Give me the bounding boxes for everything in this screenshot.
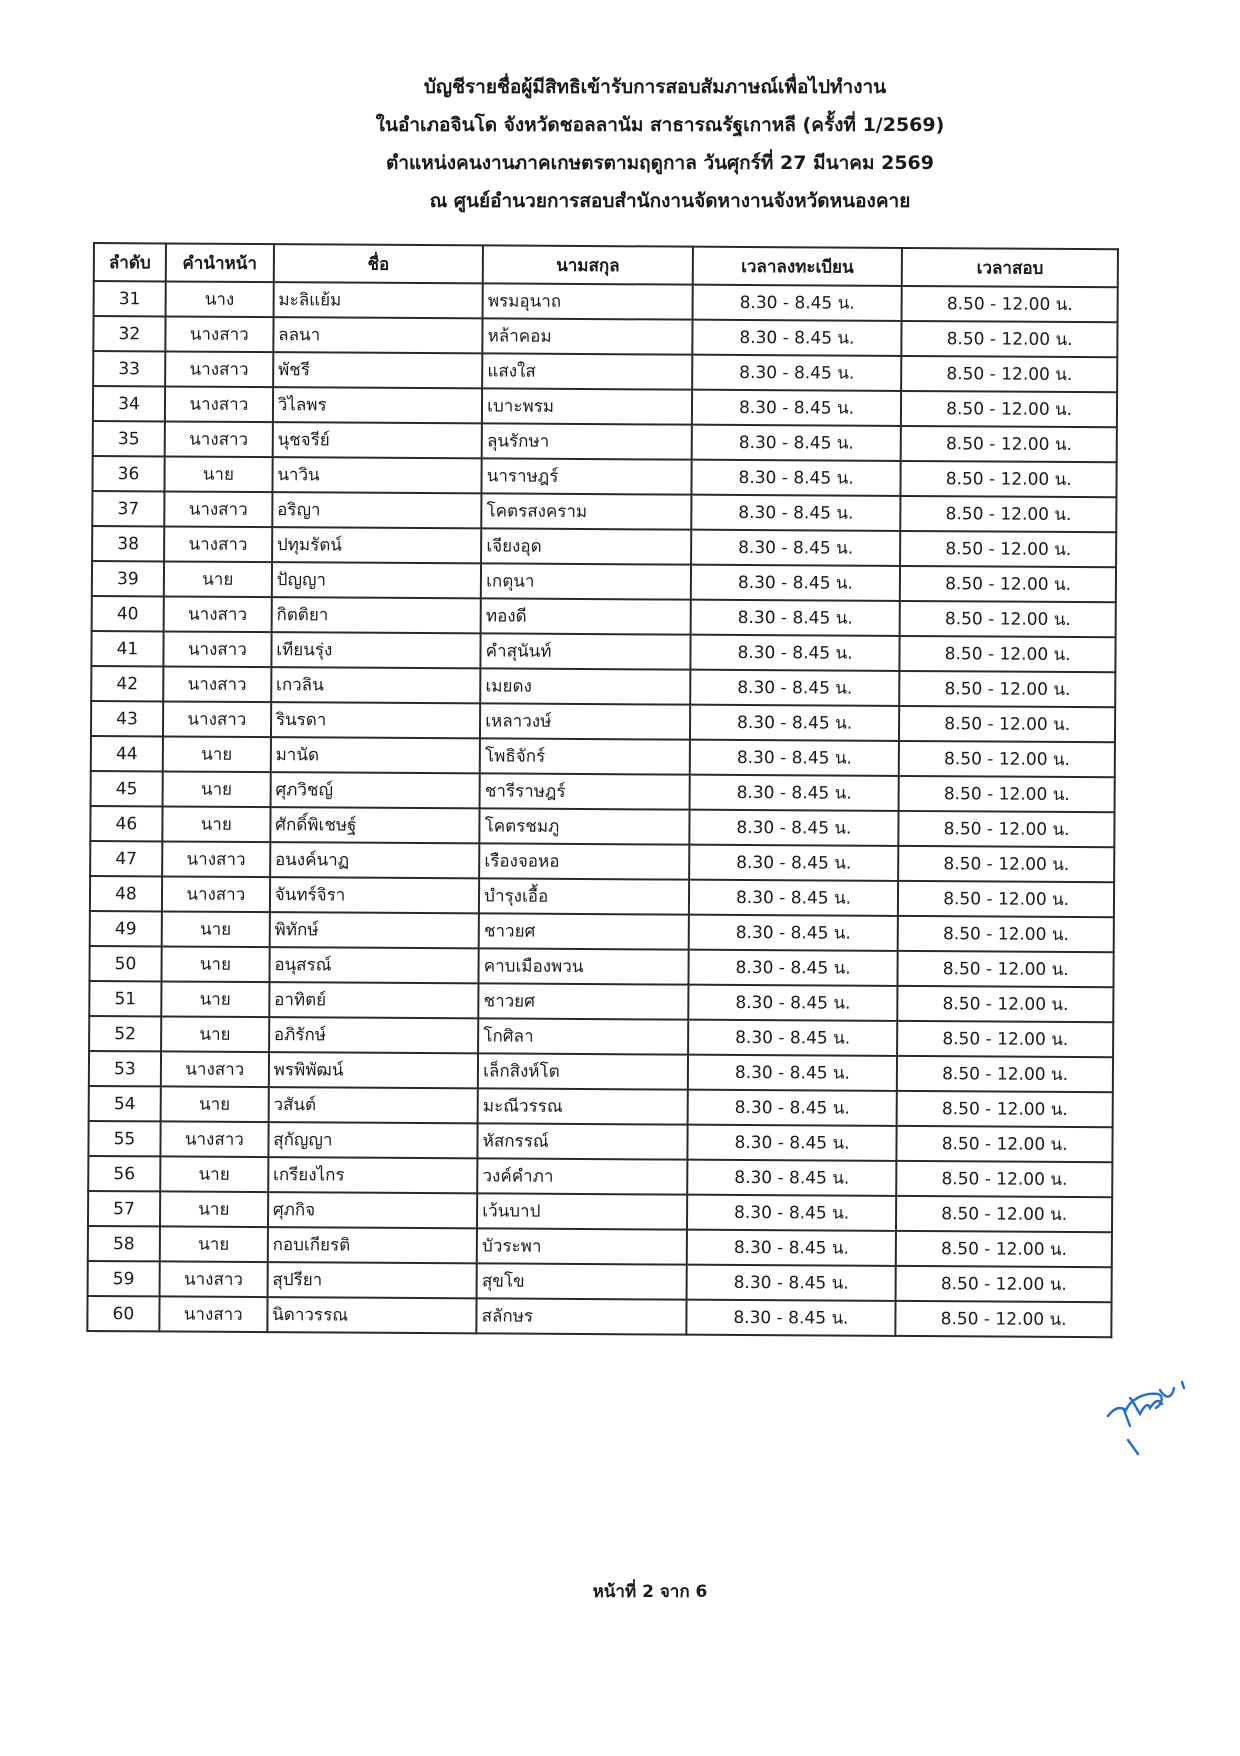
row-number-cell: 39 [92, 561, 164, 596]
registration-time-cell: 8.30 - 8.45 น. [689, 740, 899, 776]
registration-time-cell: 8.30 - 8.45 น. [689, 880, 899, 916]
last-name-cell: โพธิจักร์ [480, 738, 690, 774]
prefix-cell: นาย [161, 946, 269, 982]
exam-time-cell: 8.50 - 12.00 น. [899, 706, 1115, 742]
row-number-cell: 59 [88, 1261, 160, 1296]
table-header-row [94, 243, 1118, 287]
last-name-cell: เจียงอุด [481, 528, 691, 564]
first-name-cell: เกวลิน [271, 667, 481, 703]
first-name-cell: พิทักษ์ [269, 912, 479, 948]
last-name-cell: เมยดง [480, 668, 690, 704]
registration-time-cell: 8.30 - 8.45 น. [688, 1020, 898, 1056]
registration-time-cell: 8.30 - 8.45 น. [690, 635, 900, 671]
first-name-cell: อริญา [272, 492, 482, 528]
row-number-cell: 36 [92, 456, 164, 491]
registration-time-cell: 8.30 - 8.45 น. [690, 705, 900, 741]
exam-time-cell: 8.50 - 12.00 น. [898, 916, 1114, 952]
last-name-cell: คำสุนันท์ [481, 633, 691, 669]
first-name-cell: เทียนรุ่ง [271, 632, 481, 668]
first-name-cell: มะลิแย้ม [273, 282, 483, 318]
exam-time-cell: 8.50 - 12.00 น. [899, 741, 1115, 777]
row-number-cell: 51 [89, 981, 161, 1016]
row-number-cell: 41 [91, 631, 163, 666]
candidate-table [86, 242, 1119, 1338]
row-number-cell: 50 [89, 946, 161, 981]
exam-time-cell: 8.50 - 12.00 น. [901, 426, 1117, 462]
exam-time-cell: 8.50 - 12.00 น. [896, 1196, 1112, 1232]
last-name-cell: เบาะพรม [482, 388, 692, 424]
last-name-cell: ลุนรักษา [482, 423, 692, 459]
last-name-cell: เล็กสิงห์โต [478, 1053, 688, 1089]
first-name-cell: ปัญญา [272, 562, 482, 598]
first-name-cell: เกรียงไกร [268, 1157, 478, 1193]
last-name-cell: ทองดี [481, 598, 691, 634]
row-number-cell: 34 [93, 386, 165, 421]
first-name-cell: ศุภวิชญ์ [270, 772, 480, 808]
prefix-cell: นางสาว [163, 631, 271, 667]
exam-time-cell: 8.50 - 12.00 น. [900, 566, 1116, 602]
exam-time-cell: 8.50 - 12.00 น. [897, 1161, 1113, 1197]
row-number-cell: 35 [93, 421, 165, 456]
prefix-cell: นาย [161, 1086, 269, 1122]
prefix-cell: นางสาว [165, 421, 273, 457]
registration-time-cell: 8.30 - 8.45 น. [686, 1300, 896, 1336]
registration-time-cell: 8.30 - 8.45 น. [691, 460, 901, 496]
exam-time-cell: 8.50 - 12.00 น. [897, 1091, 1113, 1127]
exam-time-cell: 8.50 - 12.00 น. [896, 1231, 1112, 1267]
first-name-cell: อาทิตย์ [269, 982, 479, 1018]
page-number: หน้าที่ 2 จาก 6 [592, 1582, 708, 1602]
prefix-cell: นาย [164, 561, 272, 597]
row-number-cell: 47 [90, 841, 162, 876]
registration-time-cell: 8.30 - 8.45 น. [692, 390, 902, 426]
first-name-cell: อนุสรณ์ [269, 947, 479, 983]
row-number-cell: 33 [93, 351, 165, 386]
row-number-cell: 40 [92, 596, 164, 631]
registration-time-cell: 8.30 - 8.45 น. [692, 320, 902, 356]
registration-time-cell: 8.30 - 8.45 น. [692, 285, 902, 321]
registration-time-cell: 8.30 - 8.45 น. [690, 600, 900, 636]
last-name-cell: โคตรชมภู [480, 808, 690, 844]
prefix-cell: นาง [165, 281, 273, 317]
signature-tick [1128, 1440, 1138, 1454]
row-number-cell: 49 [90, 911, 162, 946]
prefix-cell: นางสาว [164, 596, 272, 632]
row-number-cell: 32 [93, 316, 165, 351]
prefix-cell: นาย [162, 771, 270, 807]
last-name-cell: ชาวยศ [478, 983, 688, 1019]
row-number-cell: 42 [91, 666, 163, 701]
first-name-cell: วิไลพร [273, 387, 483, 423]
registration-time-cell: 8.30 - 8.45 น. [691, 565, 901, 601]
exam-time-cell: 8.50 - 12.00 น. [902, 286, 1118, 322]
prefix-cell: นางสาว [162, 876, 270, 912]
prefix-cell: นาย [161, 1016, 269, 1052]
row-number-cell: 37 [92, 491, 164, 526]
exam-time-cell: 8.50 - 12.00 น. [901, 391, 1117, 427]
exam-time-cell: 8.50 - 12.00 น. [900, 636, 1116, 672]
first-name-cell: วสันต์ [268, 1087, 478, 1123]
prefix-cell: นาย [160, 1191, 268, 1227]
prefix-cell: นางสาว [162, 841, 270, 877]
prefix-cell: นาย [162, 911, 270, 947]
exam-time-cell: 8.50 - 12.00 น. [901, 461, 1117, 497]
last-name-cell: พรมอุนาถ [483, 283, 693, 319]
registration-time-cell: 8.30 - 8.45 น. [687, 1125, 897, 1161]
last-name-cell: ชารีราษฎร์ [480, 773, 690, 809]
exam-time-cell: 8.50 - 12.00 น. [899, 811, 1115, 847]
row-number-cell: 53 [89, 1051, 161, 1086]
exam-time-cell: 8.50 - 12.00 น. [901, 356, 1117, 392]
title-line-1: บัญชีรายชื่อผู้มีสิทธิเข้ารับการสอบสัมภาษณ์เพื่อไปทำงาน [423, 76, 887, 98]
signature-stroke [1108, 1382, 1184, 1426]
first-name-cell: กิตติยา [271, 597, 481, 633]
column-header-number: ลำดับ [94, 243, 166, 281]
first-name-cell: ปทุมรัตน์ [272, 527, 482, 563]
registration-time-cell: 8.30 - 8.45 น. [686, 1230, 896, 1266]
prefix-cell: นางสาว [159, 1261, 267, 1297]
last-name-cell: หัสกรรณ์ [478, 1123, 688, 1159]
row-number-cell: 54 [89, 1086, 161, 1121]
exam-time-cell: 8.50 - 12.00 น. [900, 531, 1116, 567]
last-name-cell: โกศิลา [478, 1018, 688, 1054]
registration-time-cell: 8.30 - 8.45 น. [690, 670, 900, 706]
first-name-cell: พรพิพัฒน์ [269, 1052, 479, 1088]
registration-time-cell: 8.30 - 8.45 น. [689, 845, 899, 881]
last-name-cell: บำรุงเอื้อ [479, 878, 689, 914]
exam-time-cell: 8.50 - 12.00 น. [896, 1301, 1112, 1337]
prefix-cell: นางสาว [164, 491, 272, 527]
column-header-last-name: นามสกุล [483, 245, 693, 284]
prefix-cell: นางสาว [160, 1121, 268, 1157]
first-name-cell: นิดาวรรณ [267, 1297, 477, 1333]
prefix-cell: นาย [160, 1226, 268, 1262]
title-line-4: ณ ศูนย์อำนวยการสอบสำนักงานจัดหางานจังหวัดหนองคาย [429, 190, 911, 212]
exam-time-cell: 8.50 - 12.00 น. [900, 601, 1116, 637]
row-number-cell: 46 [90, 806, 162, 841]
registration-time-cell: 8.30 - 8.45 น. [688, 985, 898, 1021]
exam-time-cell: 8.50 - 12.00 น. [897, 1056, 1113, 1092]
registration-time-cell: 8.30 - 8.45 น. [691, 530, 901, 566]
first-name-cell: นุชจรีย์ [272, 422, 482, 458]
prefix-cell: นางสาว [163, 701, 271, 737]
registration-time-cell: 8.30 - 8.45 น. [689, 810, 899, 846]
exam-time-cell: 8.50 - 12.00 น. [901, 496, 1117, 532]
first-name-cell: ศักดิ์พิเชษฐ์ [270, 807, 480, 843]
first-name-cell: ศุภกิจ [268, 1192, 478, 1228]
last-name-cell: นาราษฎร์ [482, 458, 692, 494]
row-number-cell: 60 [87, 1296, 159, 1331]
row-number-cell: 38 [92, 526, 164, 561]
exam-time-cell: 8.50 - 12.00 น. [898, 846, 1114, 882]
registration-time-cell: 8.30 - 8.45 น. [689, 775, 899, 811]
last-name-cell: เหลาวงษ์ [480, 703, 690, 739]
last-name-cell: แสงใส [482, 353, 692, 389]
first-name-cell: รินรดา [271, 702, 481, 738]
last-name-cell: เรืองจอหอ [479, 843, 689, 879]
first-name-cell: นาวิน [272, 457, 482, 493]
first-name-cell: มานัด [271, 737, 481, 773]
column-header-exam-time: เวลาสอบ [902, 248, 1118, 287]
last-name-cell: คาบเมืองพวน [479, 948, 689, 984]
document-header [0, 68, 1240, 220]
prefix-cell: นาย [163, 736, 271, 772]
exam-time-cell: 8.50 - 12.00 น. [898, 986, 1114, 1022]
last-name-cell: วงค์คำภา [477, 1158, 687, 1194]
prefix-cell: นางสาว [159, 1296, 267, 1332]
exam-time-cell: 8.50 - 12.00 น. [900, 671, 1116, 707]
row-number-cell: 31 [94, 281, 166, 316]
registration-time-cell: 8.30 - 8.45 น. [687, 1160, 897, 1196]
column-header-registration-time: เวลาลงทะเบียน [692, 247, 902, 286]
registration-time-cell: 8.30 - 8.45 น. [687, 1090, 897, 1126]
row-number-cell: 43 [91, 701, 163, 736]
last-name-cell: โคตรสงคราม [481, 493, 691, 529]
first-name-cell: อภิรักษ์ [269, 1017, 479, 1053]
page-footer [0, 1578, 1240, 1605]
first-name-cell: สุปรียา [267, 1262, 477, 1298]
row-number-cell: 58 [88, 1226, 160, 1261]
prefix-cell: นางสาว [165, 386, 273, 422]
row-number-cell: 55 [88, 1121, 160, 1156]
row-number-cell: 48 [90, 876, 162, 911]
last-name-cell: เกตุนา [481, 563, 691, 599]
prefix-cell: นางสาว [164, 526, 272, 562]
exam-time-cell: 8.50 - 12.00 น. [902, 321, 1118, 357]
last-name-cell: สลักษร [477, 1298, 687, 1334]
first-name-cell: จันทร์จิรา [270, 877, 480, 913]
exam-time-cell: 8.50 - 12.00 น. [897, 1021, 1113, 1057]
first-name-cell: อนงค์นาฏ [270, 842, 480, 878]
last-name-cell: ชาวยศ [479, 913, 689, 949]
exam-time-cell: 8.50 - 12.00 น. [897, 1126, 1113, 1162]
prefix-cell: นาย [161, 981, 269, 1017]
prefix-cell: นางสาว [165, 316, 273, 352]
registration-time-cell: 8.30 - 8.45 น. [687, 1195, 897, 1231]
prefix-cell: นางสาว [161, 1051, 269, 1087]
last-name-cell: มะณีวรรณ [478, 1088, 688, 1124]
row-number-cell: 52 [89, 1016, 161, 1051]
last-name-cell: บัวระพา [477, 1228, 687, 1264]
row-number-cell: 44 [91, 736, 163, 771]
registration-time-cell: 8.30 - 8.45 น. [688, 1055, 898, 1091]
prefix-cell: นาย [164, 456, 272, 492]
prefix-cell: นางสาว [163, 666, 271, 702]
registration-time-cell: 8.30 - 8.45 น. [691, 495, 901, 531]
row-number-cell: 56 [88, 1156, 160, 1191]
registration-time-cell: 8.30 - 8.45 น. [692, 355, 902, 391]
title-line-3: ตำแหน่งคนงานภาคเกษตรตามฤดูกาล วันศุกร์ที่ 27 มีนาคม 2569 [386, 152, 934, 174]
registration-time-cell: 8.30 - 8.45 น. [691, 425, 901, 461]
column-header-first-name: ชื่อ [274, 244, 484, 283]
prefix-cell: นาย [160, 1156, 268, 1192]
row-number-cell: 57 [88, 1191, 160, 1226]
registration-time-cell: 8.30 - 8.45 น. [688, 950, 898, 986]
column-header-prefix: คำนำหน้า [166, 243, 274, 282]
table-row [87, 1296, 1111, 1337]
first-name-cell: สุกัญญา [268, 1122, 478, 1158]
first-name-cell: พัชรี [273, 352, 483, 388]
exam-time-cell: 8.50 - 12.00 น. [899, 776, 1115, 812]
registration-time-cell: 8.30 - 8.45 น. [688, 915, 898, 951]
exam-time-cell: 8.50 - 12.00 น. [896, 1266, 1112, 1302]
table-body [87, 281, 1117, 1337]
exam-time-cell: 8.50 - 12.00 น. [898, 881, 1114, 917]
last-name-cell: สุขโข [477, 1263, 687, 1299]
first-name-cell: กอบเกียรติ [268, 1227, 478, 1263]
last-name-cell: เว้นบาป [477, 1193, 687, 1229]
signature-initials [1100, 1378, 1190, 1458]
title-line-2: ในอำเภอจินโด จังหวัดชอลลานัม สาธารณรัฐเกาหลี (ครั้งที่ 1/2569) [375, 114, 945, 136]
row-number-cell: 45 [91, 771, 163, 806]
prefix-cell: นาย [162, 806, 270, 842]
exam-time-cell: 8.50 - 12.00 น. [898, 951, 1114, 987]
last-name-cell: หล้าคอม [483, 318, 693, 354]
prefix-cell: นางสาว [165, 351, 273, 387]
registration-time-cell: 8.30 - 8.45 น. [686, 1265, 896, 1301]
first-name-cell: ลลนา [273, 317, 483, 353]
